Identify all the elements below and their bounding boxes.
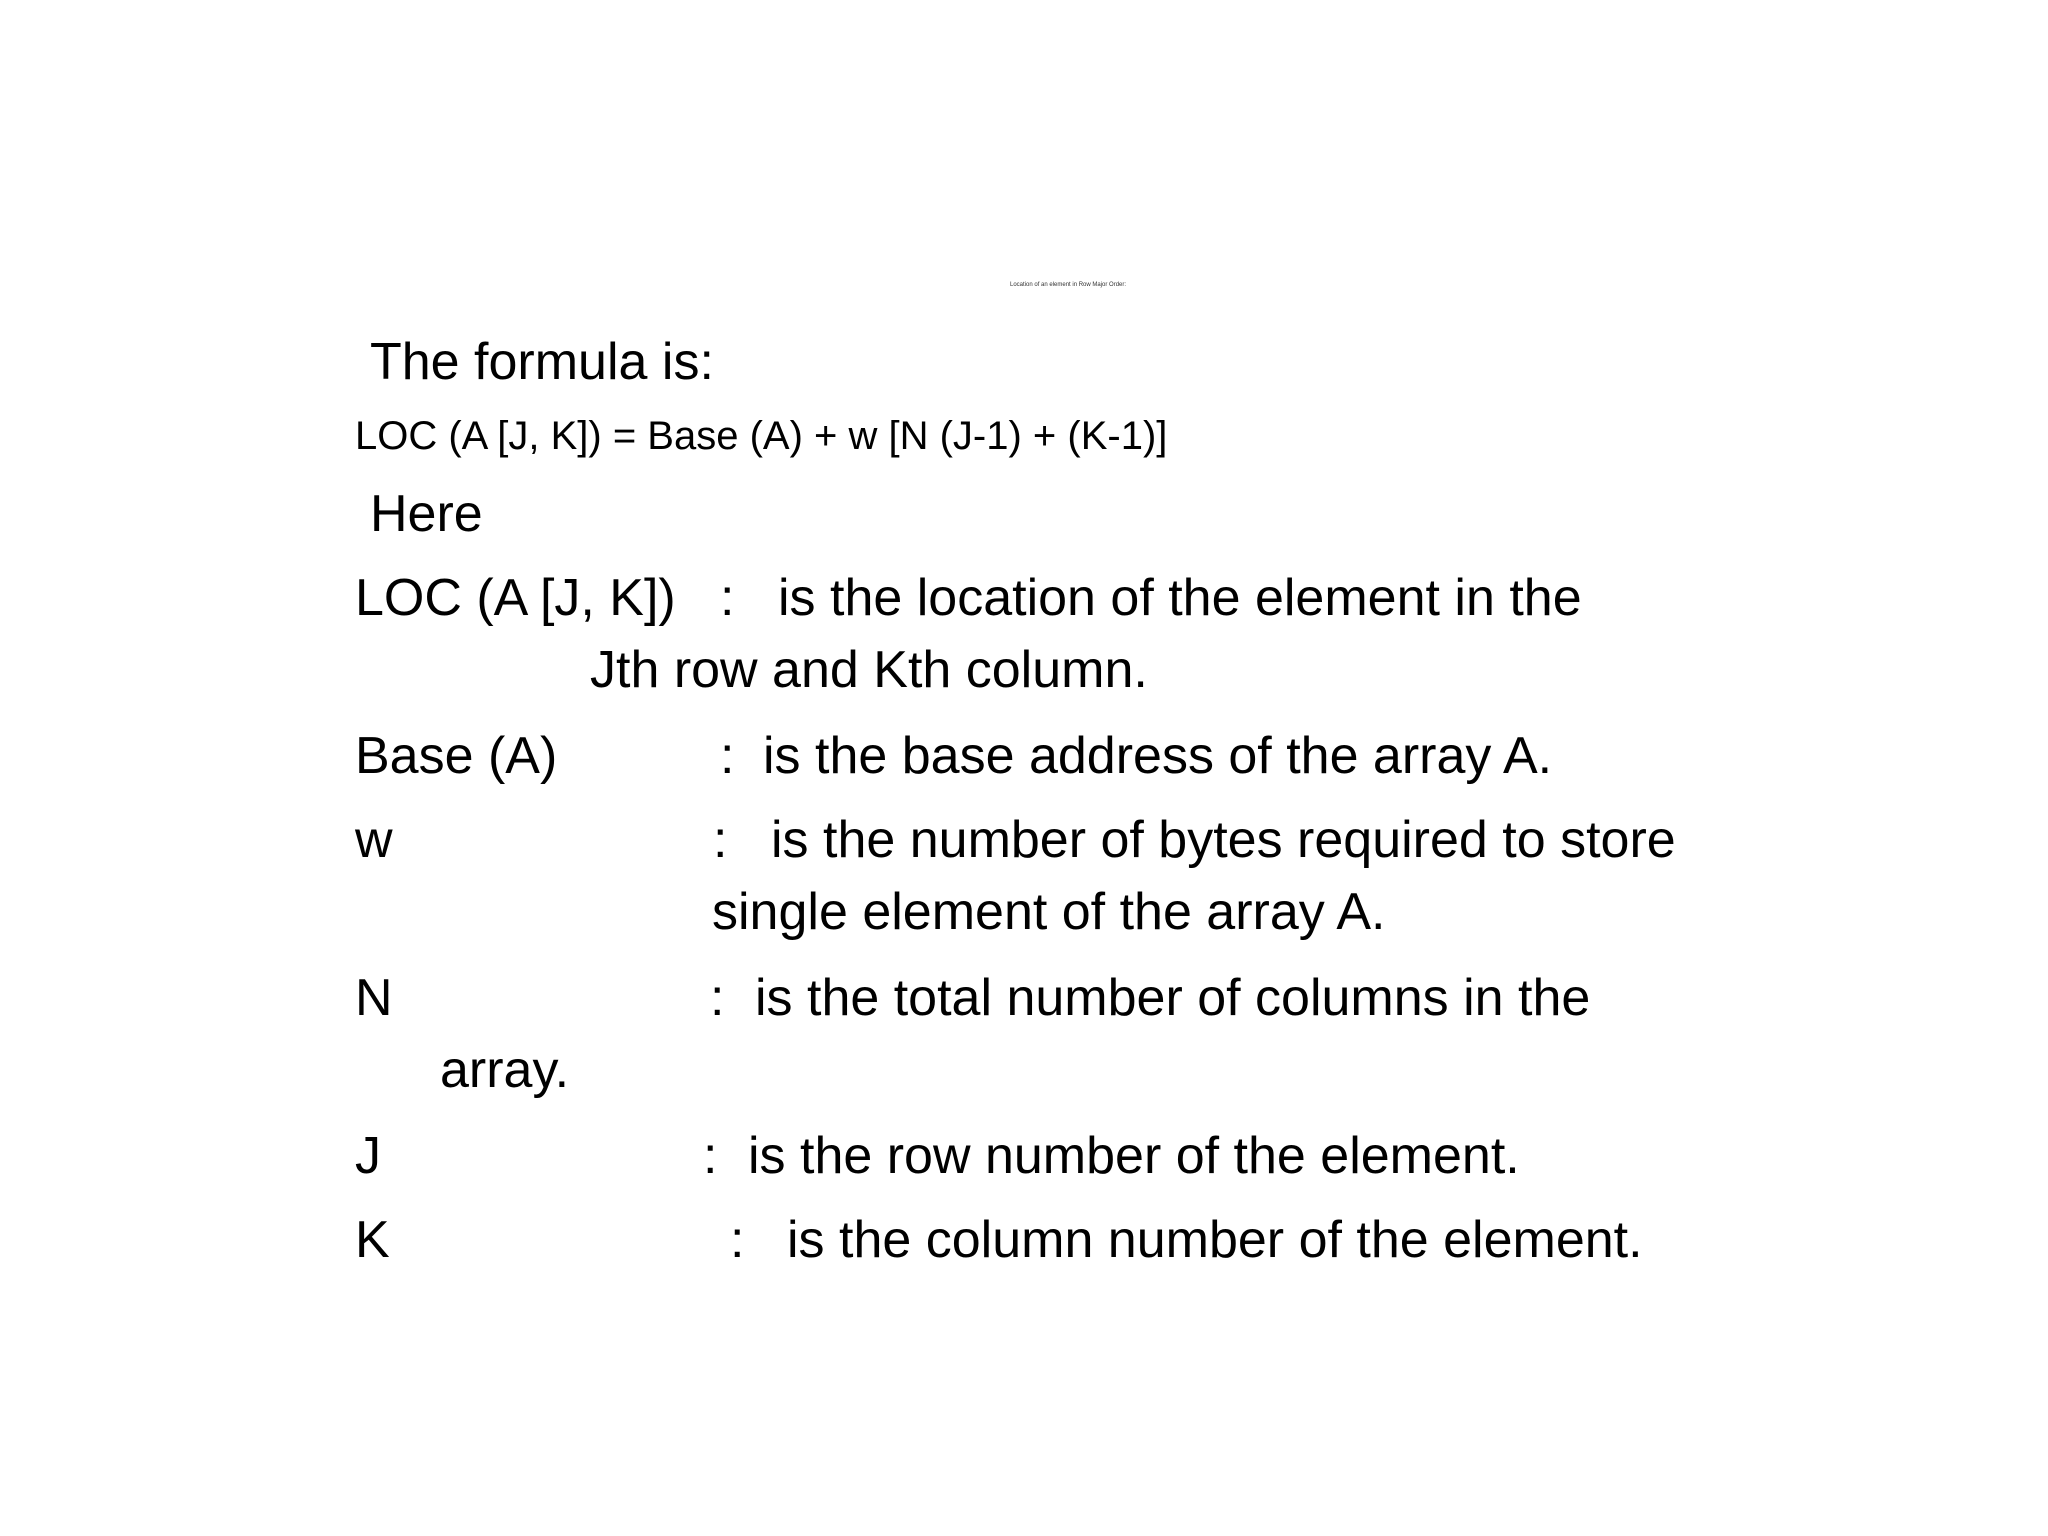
definition-term: LOC (A [J, K])	[355, 569, 676, 627]
definition-text: is the location of the element in the	[778, 569, 1582, 627]
definition-text: is the total number of columns in the	[755, 969, 1591, 1027]
here-text: Here	[370, 485, 483, 543]
formula-text: LOC (A [J, K]) = Base (A) + w [N (J-1) + (K-1)]	[355, 414, 1168, 458]
definition-text: is the row number of the element.	[748, 1127, 1520, 1185]
definition-separator: :	[703, 1127, 718, 1185]
definition-term: N	[355, 969, 393, 1027]
definition-term: w	[355, 811, 393, 869]
definition-text: is the base address of the array A.	[763, 727, 1553, 785]
definition-text-continued: array.	[440, 1041, 570, 1099]
definition-text: is the column number of the element.	[787, 1211, 1643, 1269]
definition-separator: :	[720, 727, 735, 785]
definition-text: is the number of bytes required to store	[771, 811, 1676, 869]
definition-text-continued: single element of the array A.	[712, 883, 1386, 941]
definition-term: J	[355, 1127, 381, 1185]
definition-term: K	[355, 1211, 390, 1269]
definition-text-continued: Jth row and Kth column.	[590, 641, 1148, 699]
intro-text: The formula is:	[370, 333, 714, 391]
slide-title: Location of an element in Row Major Order:	[1010, 282, 1127, 288]
definition-term: Base (A)	[355, 727, 558, 785]
definition-separator: :	[713, 811, 728, 869]
definition-separator: :	[730, 1211, 745, 1269]
definition-separator: :	[710, 969, 725, 1027]
definition-separator: :	[720, 569, 735, 627]
